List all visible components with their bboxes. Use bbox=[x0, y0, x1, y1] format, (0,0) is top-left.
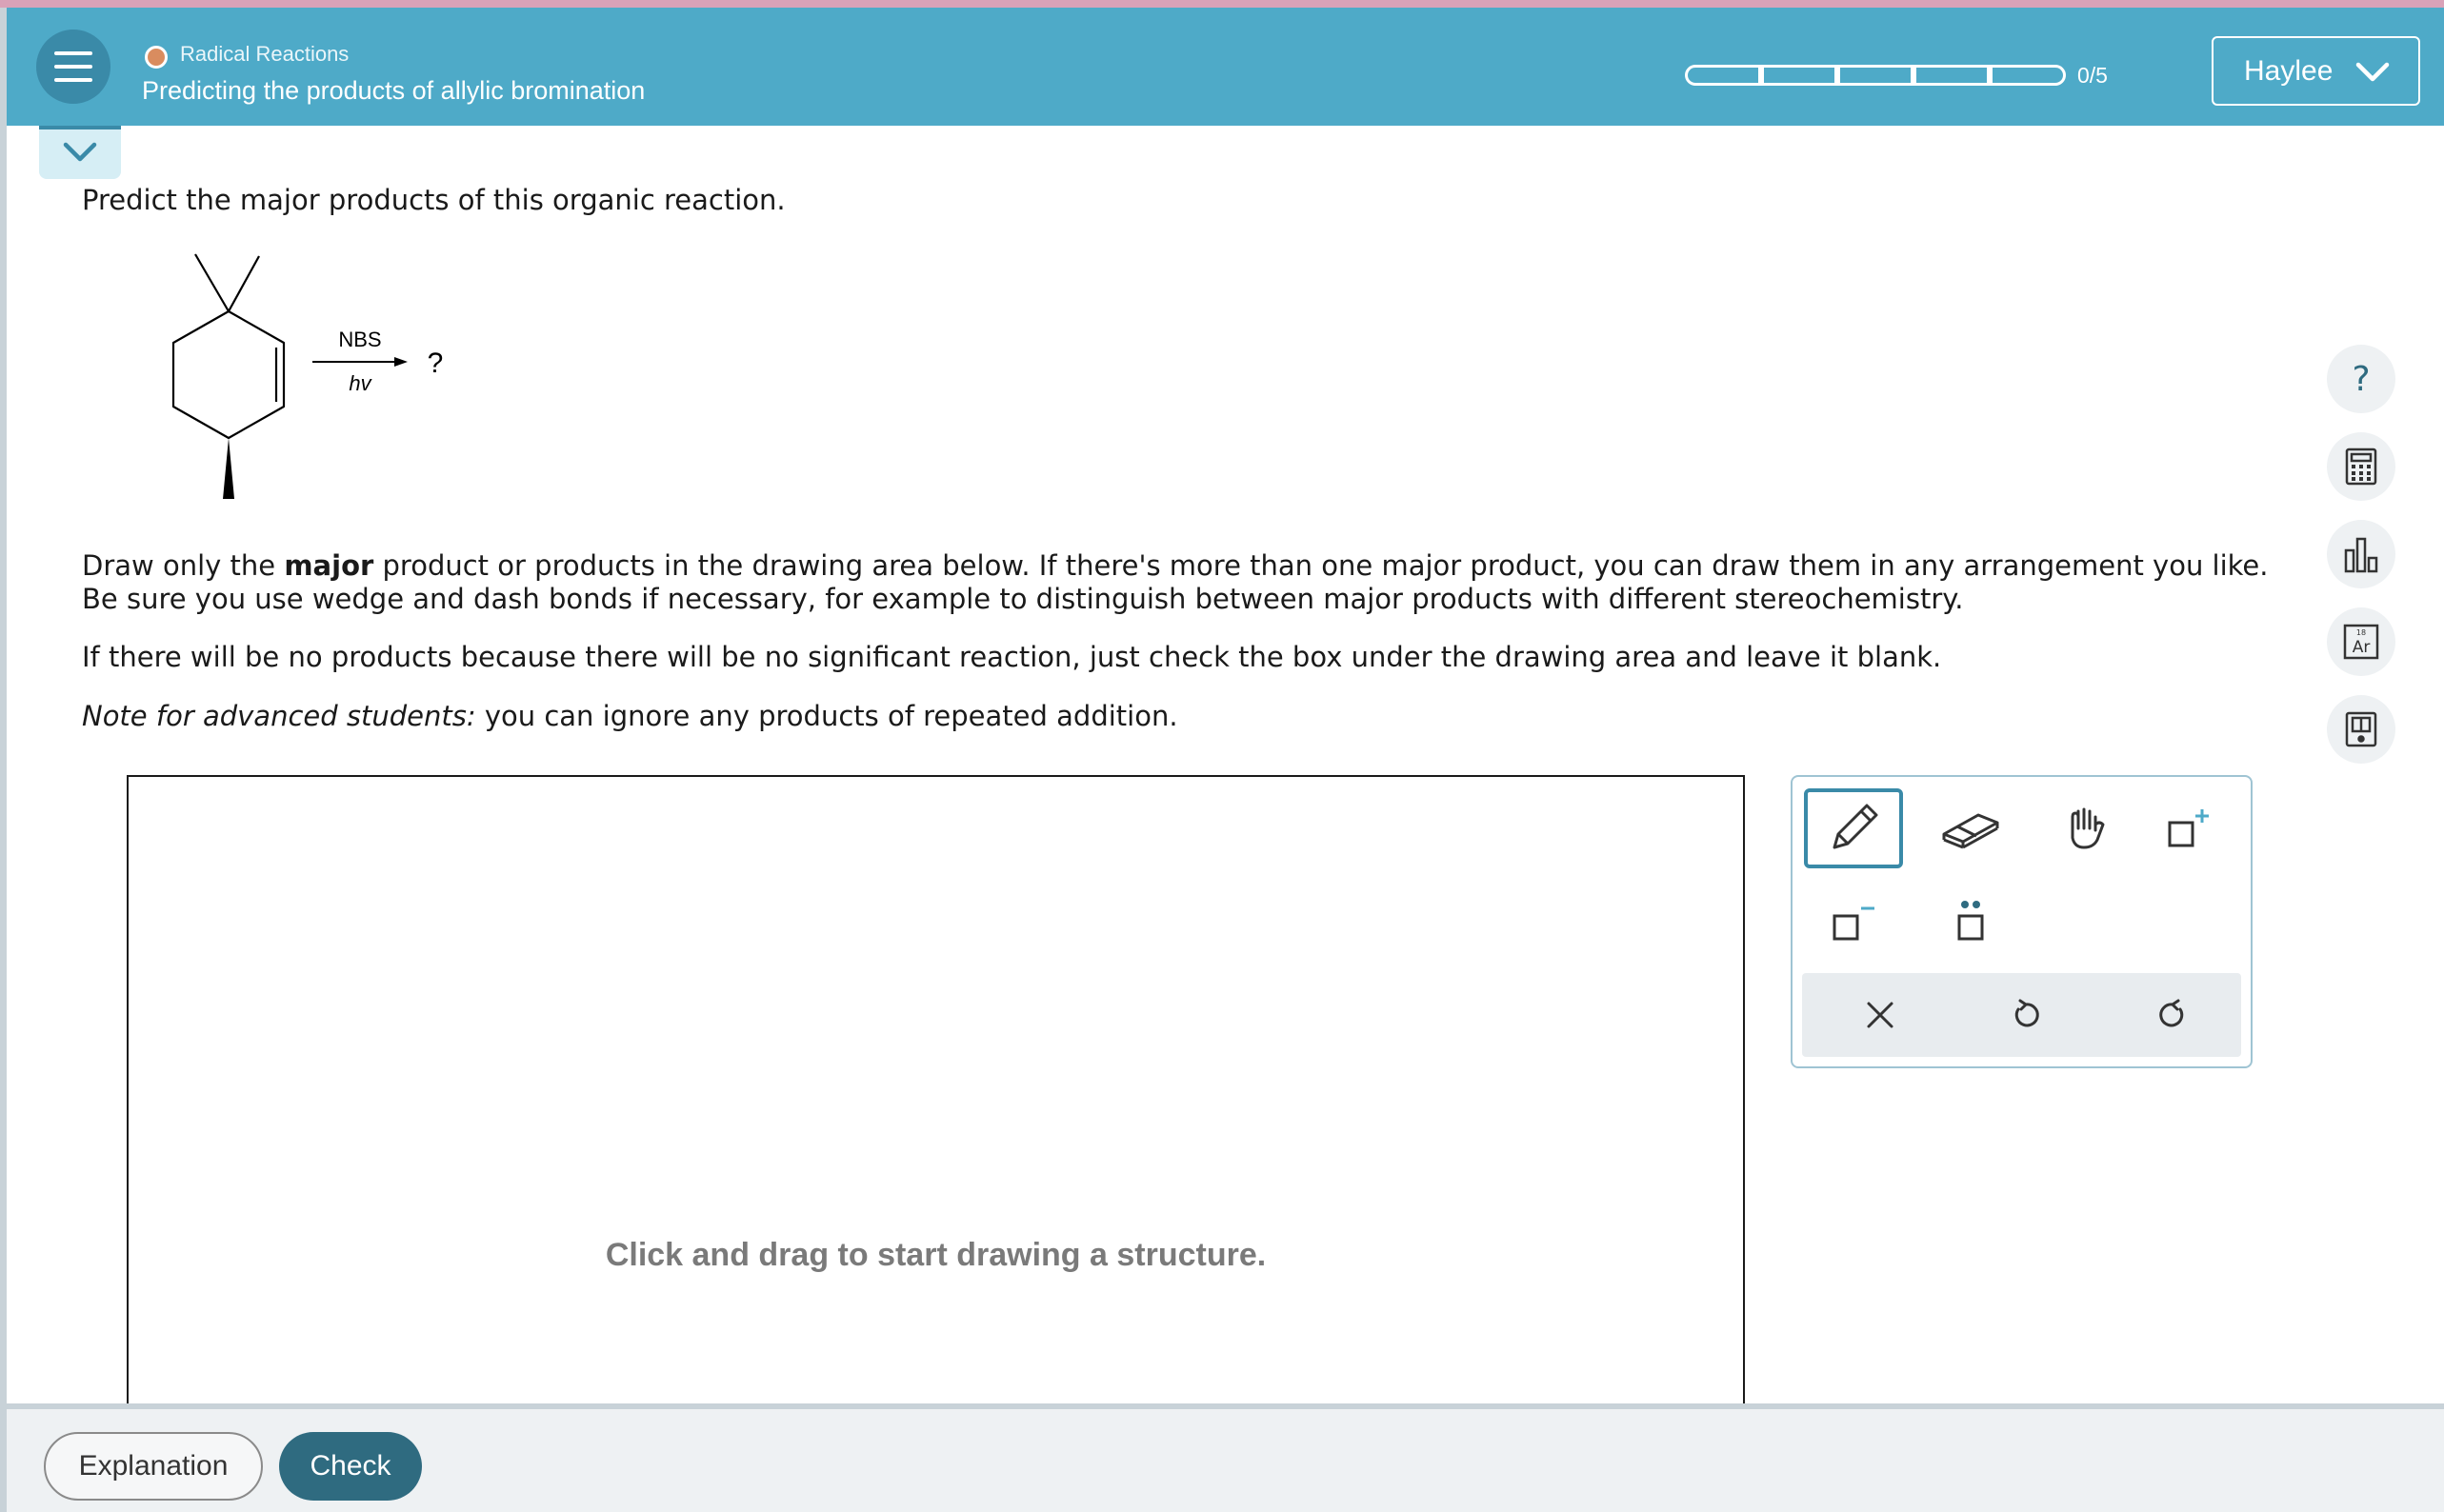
undo-button[interactable] bbox=[1988, 977, 2064, 1053]
clear-icon bbox=[1864, 999, 1896, 1031]
draw-emphasis: major bbox=[284, 549, 374, 582]
add-charge-icon bbox=[2162, 802, 2215, 855]
eraser-tool-button[interactable] bbox=[1921, 788, 2020, 868]
menu-icon bbox=[54, 51, 92, 82]
explanation-button[interactable]: Explanation bbox=[44, 1432, 263, 1501]
periodic-number: 18 bbox=[2355, 628, 2367, 637]
help-icon bbox=[2344, 362, 2378, 396]
textbook-icon bbox=[2344, 710, 2378, 748]
redo-button[interactable] bbox=[2134, 977, 2211, 1053]
periodic-table-icon bbox=[2342, 623, 2380, 661]
reaction-arrow-head bbox=[394, 357, 408, 367]
draw-prefix: Draw only the bbox=[82, 549, 285, 582]
check-button[interactable]: Check bbox=[279, 1432, 422, 1501]
periodic-table-button[interactable] bbox=[2327, 607, 2395, 676]
menu-button[interactable] bbox=[36, 30, 110, 104]
calculator-button[interactable] bbox=[2327, 432, 2395, 501]
canvas-hint: Click and drag to start drawing a structure. bbox=[605, 1237, 1267, 1273]
progress-segment bbox=[1990, 65, 2066, 86]
no-products-instruction: If there will be no products because there will be no significant reaction, just check the box under the drawing area and leave it blank. bbox=[82, 641, 1942, 673]
lesson-title: Predicting the products of allylic bromination bbox=[142, 76, 646, 105]
pencil-icon bbox=[1823, 798, 1884, 859]
eraser-icon bbox=[1940, 807, 2001, 849]
progress-segment bbox=[1913, 65, 1990, 86]
data-chart-button[interactable] bbox=[2327, 520, 2395, 588]
lone-pair-icon bbox=[1944, 895, 1997, 948]
help-button[interactable] bbox=[2327, 345, 2395, 413]
progress-segment bbox=[1685, 65, 1761, 86]
reagent-bottom: hv bbox=[349, 371, 371, 395]
add-charge-button[interactable] bbox=[2139, 788, 2238, 868]
periodic-symbol: Ar bbox=[2352, 638, 2371, 657]
progress-segment bbox=[1837, 65, 1913, 86]
user-name: Haylee bbox=[2244, 54, 2334, 87]
question-intro: Predict the major products of this organic reaction. bbox=[82, 184, 786, 216]
footer-bar bbox=[7, 1403, 2444, 1512]
pencil-tool-button[interactable] bbox=[1804, 788, 1903, 868]
hand-icon bbox=[2059, 802, 2113, 855]
clear-button[interactable] bbox=[1842, 977, 1918, 1053]
note-text: you can ignore any products of repeated addition. bbox=[475, 700, 1178, 732]
progress-bar bbox=[1685, 65, 2068, 86]
topic-label: Radical Reactions bbox=[180, 42, 350, 66]
reactant-structure bbox=[173, 254, 284, 438]
chevron-down-icon bbox=[63, 142, 97, 163]
lone-pair-button[interactable] bbox=[1921, 882, 2020, 962]
action-bar bbox=[1802, 973, 2241, 1057]
header-bar bbox=[7, 8, 2444, 126]
topic-status-dot bbox=[145, 46, 168, 69]
svg-text:?: ? bbox=[2352, 362, 2371, 396]
advanced-note bbox=[82, 700, 2273, 732]
draw-instruction bbox=[82, 549, 2273, 582]
reagent-top: NBS bbox=[338, 328, 382, 351]
note-label: Note for advanced students: bbox=[82, 700, 476, 732]
wedge-bond bbox=[223, 438, 234, 499]
chart-icon bbox=[2342, 535, 2380, 573]
user-menu-button[interactable] bbox=[2212, 36, 2420, 106]
textbook-button[interactable] bbox=[2327, 695, 2395, 764]
redo-icon bbox=[2155, 998, 2190, 1032]
reaction-scheme bbox=[162, 249, 467, 507]
chevron-down-icon bbox=[2355, 61, 2390, 84]
top-stripe bbox=[0, 0, 2444, 8]
remove-charge-icon bbox=[1827, 895, 1880, 948]
hand-tool-button[interactable] bbox=[2036, 788, 2135, 868]
progress-count: 0/5 bbox=[2077, 63, 2108, 88]
drawing-toolbar bbox=[1791, 775, 2253, 1068]
drawing-canvas[interactable] bbox=[127, 775, 1745, 1403]
remove-charge-button[interactable] bbox=[1804, 882, 1903, 962]
stereo-instruction: Be sure you use wedge and dash bonds if necessary, for example to distinguish between major products with different stereochemistry. bbox=[82, 583, 1964, 615]
progress-segment bbox=[1761, 65, 1837, 86]
collapse-toggle[interactable] bbox=[39, 126, 121, 179]
product-placeholder: ? bbox=[427, 348, 444, 379]
calculator-icon bbox=[2344, 448, 2378, 486]
undo-icon bbox=[2009, 998, 2043, 1032]
draw-suffix: product or products in the drawing area below. If there's more than one major product, you can draw them in any arrangement you like. bbox=[373, 549, 2269, 582]
